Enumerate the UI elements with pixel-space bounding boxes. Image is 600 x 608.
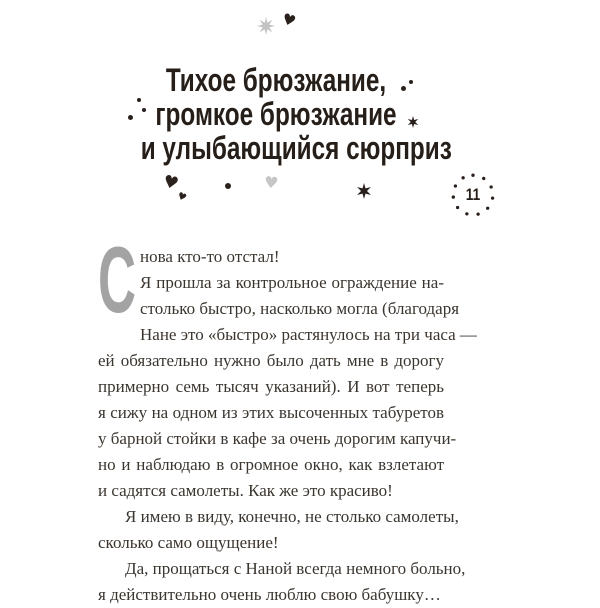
body-line: Я прошла за контрольное ограждение на- [140,273,444,292]
heart-icon: ♥ [160,171,181,195]
heart-icon: ♥ [279,9,299,31]
body-line: Да, прощаться с Наной всегда немного больно, [125,559,466,578]
chapter-title-line: Тихое брюзжание, [165,62,387,98]
body-line: я сижу на одном из этих высоченных табуретов [98,403,444,422]
body-line: но и наблюдаю в огромное окно, как взлетают [98,455,444,474]
eight-point-star-icon [257,17,275,35]
six-point-star-icon [356,183,372,199]
chapter-title-line: и улыбающийся сюрприз [140,130,452,166]
body-text [98,227,477,608]
body-line: Я имею в виду, конечно, не столько самолеты, [125,507,459,526]
body-line: Нане это «быстро» растянулось на три часа — [140,325,477,344]
drop-cap: С [98,227,137,332]
page-number: 11 [465,185,481,204]
body-line: столько быстро, насколько могла (благодаря [140,299,460,318]
heart-icon: ♥ [263,172,280,193]
body-line: нова кто-то отстал! [140,247,280,266]
body-line: сколько само ощущение! [98,533,279,552]
dot-icon [225,183,231,189]
body-line: и садятся самолеты. Как же это красиво! [98,481,393,500]
chapter-title-line: громкое брюзжание [155,96,397,132]
page-number-badge [448,170,498,220]
heart-icon: ♥ [175,190,188,205]
chapter-title [98,63,454,165]
body-line: примерно семь тысяч указаний). И вот теперь [98,377,444,396]
body-line: я действительно очень люблю свою бабушку… [98,585,441,604]
body-line: у барной стойки в кафе за очень дорогим капучи- [98,429,457,448]
body-line: ей обязательно нужно было дать мне в дорогу [98,351,444,370]
